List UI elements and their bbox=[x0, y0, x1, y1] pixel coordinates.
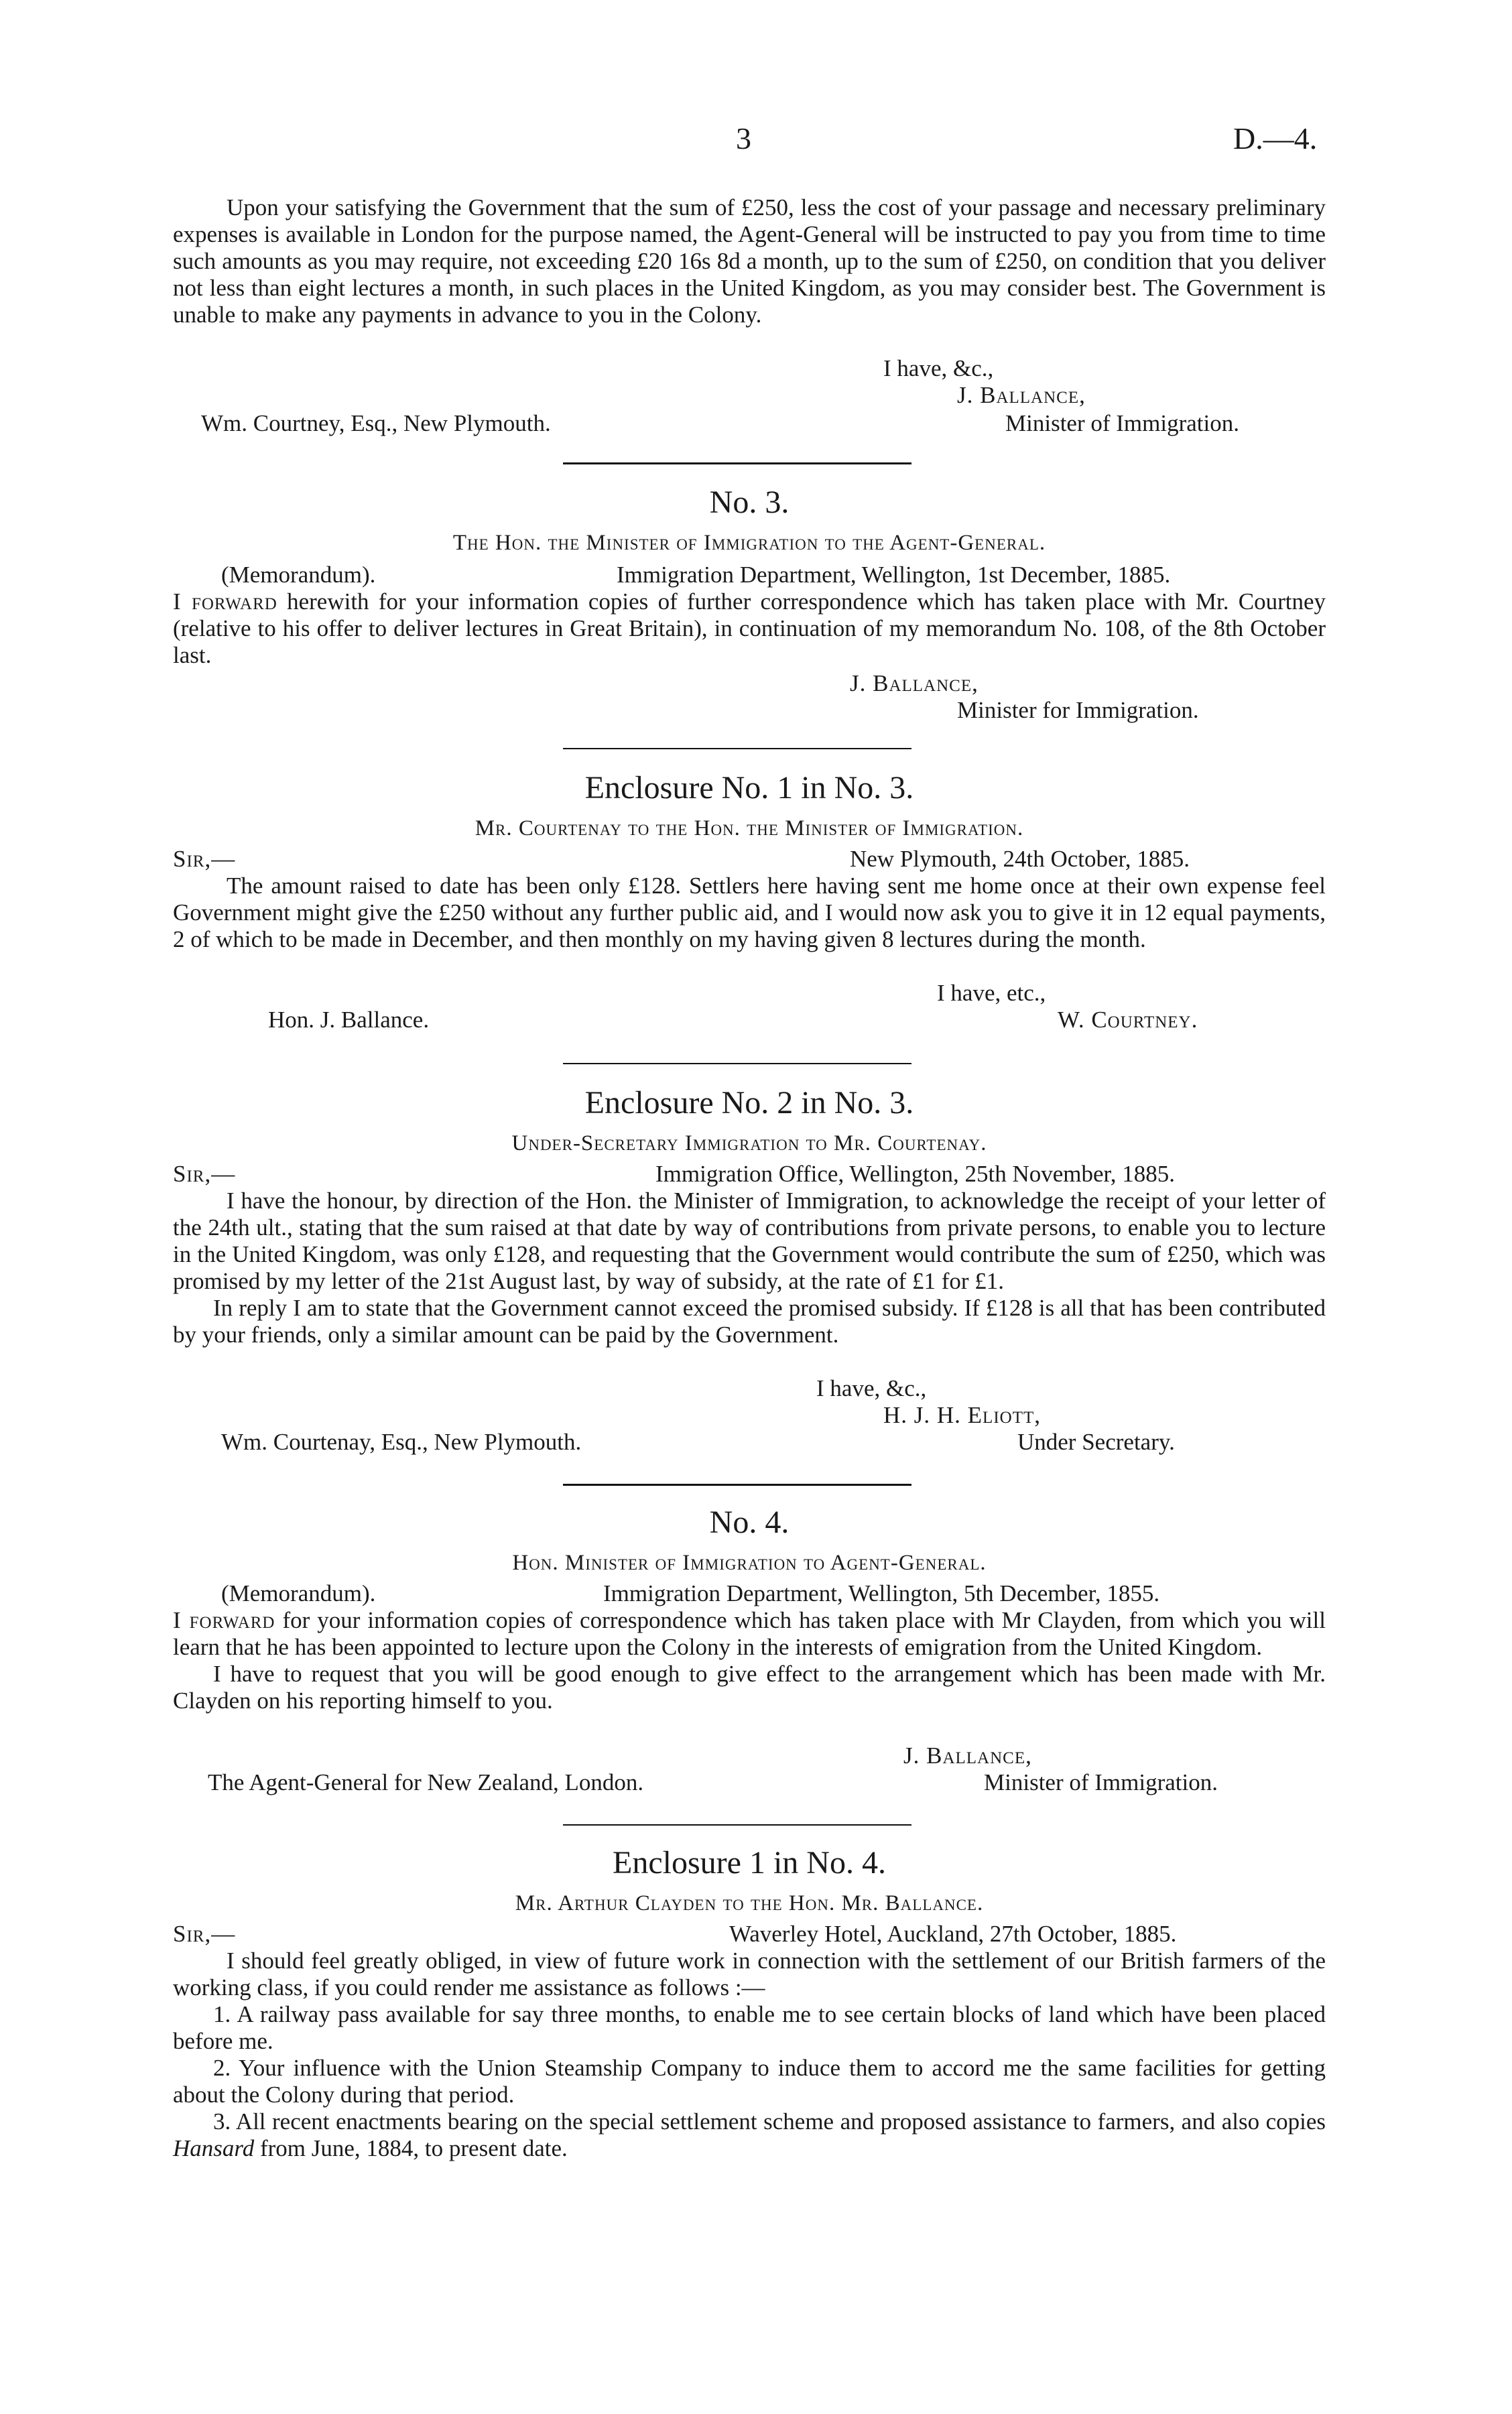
enc1no3-addressee: Hon. J. Ballance. bbox=[268, 1007, 430, 1033]
enc2no3-para1: I have the honour, by direction of the Hon. the Minister of Immigration, to acknowledge the receipt of your letter of the 24th ult., stating that the sum raised at that date by way of contributions from private persons, to enable you to lecture in the United Kingdom, was only £128, and requesting that the Government would contribute the sum of £250, which was promised by my letter of the 21st August last, by way of subsidy, at the rate of £1 for £1. bbox=[173, 1188, 1326, 1294]
enc2no3-dateline: Immigration Office, Wellington, 25th November, 1885. bbox=[655, 1161, 1176, 1187]
no4-signature: J. Ballance, bbox=[903, 1742, 1032, 1769]
enc1no4-salutation: Sir,— bbox=[173, 1921, 236, 1947]
no3-subhead: The Hon. the Minister of Immigration to the Agent-General. bbox=[452, 531, 1046, 555]
enc1no3-body: The amount raised to date has been only £128. Settlers here having sent me home once at their own expense feel Government might give the £250 without any further public aid, and I would now ask you to give it in 12 equal payments, 2 of which to be made in December, and then monthly on my having given 8 lectures during the month. bbox=[173, 873, 1326, 952]
enc2no3-title: Under Secretary. bbox=[1017, 1429, 1175, 1455]
no4-addressee: The Agent-General for New Zealand, London. bbox=[208, 1769, 644, 1795]
enc1no3-salutation: Sir,— bbox=[173, 846, 236, 872]
enc2no3-heading: Enclosure No. 2 in No. 3. bbox=[584, 1085, 914, 1121]
letter1-section bbox=[173, 194, 1326, 328]
enc1no4-dateline: Waverley Hotel, Auckland, 27th October, 1885. bbox=[729, 1921, 1177, 1947]
no3-body bbox=[173, 588, 1326, 669]
document-reference: D.—4. bbox=[1233, 121, 1318, 155]
enc1no4-heading: Enclosure 1 in No. 4. bbox=[613, 1845, 886, 1881]
no4-title: Minister of Immigration. bbox=[984, 1769, 1218, 1795]
no4-para1 bbox=[173, 1607, 1326, 1661]
letter1-title: Minister of Immigration. bbox=[1005, 410, 1239, 436]
no3-dateline: Immigration Department, Wellington, 1st December, 1885. bbox=[617, 562, 1171, 588]
enc1no4-item2: 2. Your influence with the Union Steamship Company to induce them to accord me the same facilities for getting about the Colony during that period. bbox=[173, 2055, 1326, 2108]
enc1no3-subhead: Mr. Courtenay to the Hon. the Minister of Immigration. bbox=[475, 816, 1024, 840]
section-divider bbox=[563, 748, 911, 749]
enc1no3-closing: I have, etc., bbox=[937, 980, 1046, 1006]
letter1-addressee: Wm. Courtney, Esq., New Plymouth. bbox=[201, 410, 551, 436]
enc2no3-body-block bbox=[173, 1188, 1326, 1348]
enc1no3-body-block bbox=[173, 873, 1326, 953]
enc2no3-closing: I have, &c., bbox=[816, 1375, 927, 1401]
enc1no4-item3-b: from June, 1884, to present date. bbox=[254, 2135, 568, 2161]
section-divider bbox=[563, 1063, 911, 1064]
enc2no3-para2: In reply I am to state that the Government cannot exceed the promised subsidy. If £128 is all that has been contributed by your friends, only a similar amount can be paid by the Government. bbox=[173, 1295, 1326, 1348]
letter1-body: Upon your satisfying the Government that the sum of £250, less the cost of your passage and necessary preliminary expenses is available in London for the purpose named, the Agent-General will be instructed to pay you from time to time such amounts as you may require, not exceeding £20 16s 8d a month, up to the sum of £250, on condition that you deliver not less than eight lectures a month, in such places in the United Kingdom, as you may consider best. The Government is unable to make any payments in advance to you in the Colony. bbox=[173, 194, 1326, 328]
enc1no3-dateline: New Plymouth, 24th October, 1885. bbox=[850, 846, 1190, 872]
no3-title: Minister for Immigration. bbox=[957, 697, 1199, 723]
enc1no4-item3-a: 3. All recent enactments bearing on the special settlement scheme and proposed assistance to farmers, and also copies bbox=[213, 2108, 1326, 2135]
enc1no3-signature: W. Courtney. bbox=[1058, 1007, 1198, 1033]
enc1no4-item3 bbox=[173, 2108, 1326, 2162]
enc2no3-salutation: Sir,— bbox=[173, 1161, 236, 1187]
enc1no4-body-block bbox=[173, 1948, 1326, 2162]
no4-memo: (Memorandum). bbox=[221, 1580, 376, 1606]
no4-lead: I forward bbox=[173, 1607, 275, 1633]
page-number: 3 bbox=[736, 121, 751, 155]
no4-para2: I have to request that you will be good enough to give effect to the arrangement which has been made with Mr. Clayden on his reporting himself to you. bbox=[173, 1661, 1326, 1714]
no3-signature: J. Ballance, bbox=[850, 670, 979, 696]
enc1no4-subhead: Mr. Arthur Clayden to the Hon. Mr. Ballance. bbox=[515, 1891, 984, 1915]
enc1no3-heading: Enclosure No. 1 in No. 3. bbox=[584, 770, 914, 806]
no4-subhead: Hon. Minister of Immigration to Agent-General. bbox=[512, 1551, 987, 1575]
no3-heading: No. 3. bbox=[709, 485, 790, 520]
no3-body-text: herewith for your information copies of further correspondence which has taken place with Mr. Courtney (relative to his offer to deliver lectures in Great Britain), in continuation of my memorandum No. 108, of the 8th October last. bbox=[173, 588, 1326, 668]
letter1-signature: J. Ballance, bbox=[957, 382, 1086, 408]
no3-memo: (Memorandum). bbox=[221, 562, 376, 588]
enc1no4-item1: 1. A railway pass available for say three months, to enable me to see certain blocks of land which have been placed before me. bbox=[173, 2001, 1326, 2054]
no3-body-block bbox=[173, 588, 1326, 669]
no4-body-block bbox=[173, 1607, 1326, 1714]
enc1no4-intro: I should feel greatly obliged, in view of future work in connection with the settlement of our British farmers of the working class, if you could render me assistance as follows :— bbox=[173, 1948, 1326, 2000]
no4-para1-text: for your information copies of correspondence which has taken place with Mr Clayden, from which you will learn that he has been appointed to lecture upon the Colony in the interests of emigration from the United Kingdom. bbox=[173, 1607, 1326, 1660]
enc2no3-subhead: Under-Secretary Immigration to Mr. Courtenay. bbox=[511, 1131, 987, 1155]
no3-lead: I forward bbox=[173, 588, 277, 615]
section-divider bbox=[563, 1484, 911, 1486]
no4-heading: No. 4. bbox=[709, 1505, 790, 1540]
enc1no4-item3-italic: Hansard bbox=[173, 2135, 255, 2161]
no4-dateline: Immigration Department, Wellington, 5th December, 1855. bbox=[603, 1580, 1160, 1606]
section-divider bbox=[563, 462, 911, 464]
enc2no3-signature: H. J. H. Eliott, bbox=[883, 1402, 1041, 1428]
section-divider bbox=[563, 1824, 911, 1826]
enc2no3-addressee: Wm. Courtenay, Esq., New Plymouth. bbox=[221, 1429, 582, 1455]
letter1-closing: I have, &c., bbox=[883, 355, 994, 381]
